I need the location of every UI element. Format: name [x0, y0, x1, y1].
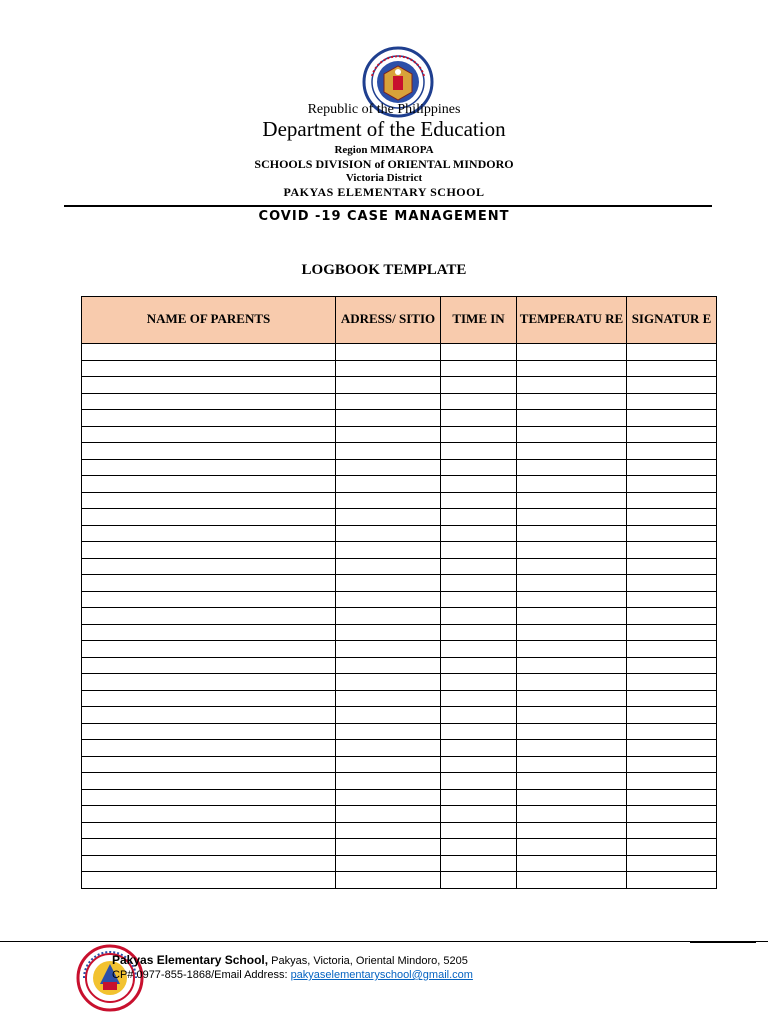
table-row — [82, 575, 717, 592]
table-cell — [336, 344, 441, 361]
table-cell — [82, 542, 336, 559]
table-cell — [441, 740, 517, 757]
table-cell — [336, 674, 441, 691]
table-cell — [441, 756, 517, 773]
column-header-time-in: TIME IN — [441, 297, 517, 344]
table-cell — [82, 707, 336, 724]
table-cell — [82, 360, 336, 377]
table-cell — [336, 492, 441, 509]
table-cell — [441, 690, 517, 707]
table-cell — [517, 723, 627, 740]
table-cell — [627, 575, 717, 592]
table-row — [82, 657, 717, 674]
division-line: SCHOOLS DIVISION of ORIENTAL MINDORO — [254, 157, 514, 171]
table-cell — [517, 624, 627, 641]
table-cell — [517, 740, 627, 757]
table-cell — [517, 674, 627, 691]
table-cell — [336, 360, 441, 377]
column-header-address: ADRESS/ SITIO — [336, 297, 441, 344]
table-cell — [517, 344, 627, 361]
table-cell — [82, 789, 336, 806]
table-cell — [517, 558, 627, 575]
table-cell — [336, 558, 441, 575]
table-cell — [627, 476, 717, 493]
table-row — [82, 476, 717, 493]
table-cell — [441, 344, 517, 361]
department-title: Department of the Education — [262, 117, 506, 141]
table-cell — [82, 509, 336, 526]
table-cell — [441, 707, 517, 724]
table-cell — [627, 641, 717, 658]
logbook-table — [81, 296, 717, 889]
table-cell — [627, 509, 717, 526]
table-row — [82, 608, 717, 625]
table-row — [82, 410, 717, 427]
footer-address: Pakyas, Victoria, Oriental Mindoro, 5205 — [268, 955, 468, 967]
table-cell — [441, 591, 517, 608]
table-cell — [517, 855, 627, 872]
table-cell — [627, 822, 717, 839]
table-cell — [82, 872, 336, 889]
table-row — [82, 789, 717, 806]
table-cell — [517, 773, 627, 790]
table-cell — [336, 723, 441, 740]
footer-divider-accent — [690, 941, 756, 943]
table-cell — [82, 756, 336, 773]
table-cell — [336, 822, 441, 839]
table-row — [82, 756, 717, 773]
table-cell — [441, 723, 517, 740]
table-cell — [441, 525, 517, 542]
table-row — [82, 806, 717, 823]
table-cell — [517, 822, 627, 839]
table-row — [82, 855, 717, 872]
table-cell — [441, 624, 517, 641]
table-cell — [336, 789, 441, 806]
table-cell — [517, 377, 627, 394]
table-cell — [336, 690, 441, 707]
table-cell — [517, 426, 627, 443]
table-cell — [82, 558, 336, 575]
table-row — [82, 459, 717, 476]
table-cell — [517, 410, 627, 427]
table-cell — [336, 608, 441, 625]
table-cell — [627, 773, 717, 790]
table-cell — [627, 393, 717, 410]
table-cell — [441, 492, 517, 509]
table-cell — [336, 426, 441, 443]
table-cell — [82, 344, 336, 361]
table-cell — [627, 872, 717, 889]
table-row — [82, 344, 717, 361]
table-cell — [336, 641, 441, 658]
table-cell — [336, 459, 441, 476]
table-cell — [82, 377, 336, 394]
table-row — [82, 558, 717, 575]
table-cell — [627, 740, 717, 757]
table-cell — [441, 839, 517, 856]
table-header-row — [82, 297, 717, 344]
table-cell — [517, 872, 627, 889]
table-cell — [82, 690, 336, 707]
table-cell — [336, 773, 441, 790]
table-cell — [336, 591, 441, 608]
table-row — [82, 773, 717, 790]
table-cell — [336, 476, 441, 493]
table-cell — [336, 707, 441, 724]
table-cell — [336, 839, 441, 856]
table-cell — [517, 657, 627, 674]
region-line: Region MIMAROPA — [334, 144, 434, 156]
table-cell — [82, 426, 336, 443]
table-cell — [82, 839, 336, 856]
table-row — [82, 690, 717, 707]
table-cell — [82, 740, 336, 757]
table-cell — [441, 558, 517, 575]
table-cell — [441, 393, 517, 410]
table-cell — [627, 410, 717, 427]
table-cell — [82, 723, 336, 740]
table-row — [82, 740, 717, 757]
table-cell — [627, 707, 717, 724]
table-cell — [517, 476, 627, 493]
table-row — [82, 492, 717, 509]
table-cell — [82, 855, 336, 872]
table-cell — [336, 806, 441, 823]
table-cell — [82, 525, 336, 542]
column-header-name: NAME OF PARENTS — [82, 297, 336, 344]
table-cell — [336, 575, 441, 592]
table-cell — [627, 443, 717, 460]
table-cell — [517, 492, 627, 509]
table-cell — [627, 542, 717, 559]
table-cell — [82, 624, 336, 641]
table-cell — [517, 756, 627, 773]
table-cell — [627, 591, 717, 608]
table-cell — [627, 492, 717, 509]
table-cell — [82, 641, 336, 658]
table-row — [82, 542, 717, 559]
table-cell — [82, 822, 336, 839]
table-cell — [82, 773, 336, 790]
table-cell — [82, 575, 336, 592]
table-cell — [82, 393, 336, 410]
table-cell — [441, 674, 517, 691]
table-cell — [627, 377, 717, 394]
table-cell — [441, 789, 517, 806]
table-cell — [627, 806, 717, 823]
table-cell — [336, 872, 441, 889]
table-cell — [82, 608, 336, 625]
table-cell — [82, 476, 336, 493]
district-line: Victoria District — [345, 172, 423, 184]
table-cell — [441, 641, 517, 658]
table-cell — [517, 690, 627, 707]
table-cell — [82, 657, 336, 674]
table-cell — [82, 492, 336, 509]
table-cell — [627, 657, 717, 674]
table-row — [82, 360, 717, 377]
table-cell — [441, 360, 517, 377]
table-row — [82, 839, 717, 856]
table-row — [82, 509, 717, 526]
table-cell — [627, 789, 717, 806]
table-cell — [441, 443, 517, 460]
table-cell — [627, 525, 717, 542]
table-cell — [82, 443, 336, 460]
table-row — [82, 723, 717, 740]
table-cell — [517, 641, 627, 658]
table-row — [82, 822, 717, 839]
table-cell — [627, 360, 717, 377]
footer-phone: CP# 0977-855-1868/Email Address: — [112, 969, 291, 981]
column-header-signature: SIGNATUR E — [627, 297, 717, 344]
table-cell — [441, 426, 517, 443]
table-row — [82, 624, 717, 641]
table-cell — [441, 410, 517, 427]
table-cell — [627, 674, 717, 691]
table-cell — [517, 542, 627, 559]
subtitle: COVID -19 CASE MANAGEMENT — [258, 209, 510, 224]
republic-line: Republic of the Philippines — [307, 102, 461, 117]
footer-school-name: Pakyas Elementary School, — [112, 953, 269, 967]
table-cell — [627, 459, 717, 476]
table-row — [82, 525, 717, 542]
table-cell — [336, 525, 441, 542]
table-cell — [517, 839, 627, 856]
table-cell — [441, 806, 517, 823]
header-divider — [64, 205, 712, 207]
table-cell — [627, 855, 717, 872]
table-cell — [627, 608, 717, 625]
table-cell — [441, 657, 517, 674]
table-cell — [627, 558, 717, 575]
table-cell — [441, 476, 517, 493]
table-cell — [441, 377, 517, 394]
table-cell — [336, 756, 441, 773]
footer-divider — [0, 941, 768, 942]
table-cell — [627, 839, 717, 856]
table-cell — [441, 575, 517, 592]
table-cell — [441, 459, 517, 476]
table-cell — [517, 459, 627, 476]
table-cell — [336, 410, 441, 427]
table-cell — [336, 542, 441, 559]
table-cell — [336, 509, 441, 526]
table-row — [82, 641, 717, 658]
table-row — [82, 426, 717, 443]
table-cell — [517, 608, 627, 625]
table-cell — [82, 591, 336, 608]
column-header-temperature: TEMPERATU RE — [517, 297, 627, 344]
table-cell — [441, 872, 517, 889]
table-cell — [82, 806, 336, 823]
table-cell — [82, 674, 336, 691]
table-row — [82, 377, 717, 394]
table-cell — [441, 608, 517, 625]
table-cell — [441, 509, 517, 526]
table-cell — [441, 773, 517, 790]
table-cell — [627, 756, 717, 773]
footer-email-link[interactable]: pakyaselementaryschool@gmail.com — [290, 969, 473, 981]
table-row — [82, 707, 717, 724]
table-cell — [627, 624, 717, 641]
table-row — [82, 393, 717, 410]
table-cell — [441, 855, 517, 872]
table-cell — [82, 410, 336, 427]
table-cell — [517, 525, 627, 542]
table-cell — [517, 806, 627, 823]
table-cell — [336, 657, 441, 674]
table-cell — [517, 443, 627, 460]
table-cell — [627, 426, 717, 443]
table-cell — [517, 360, 627, 377]
table-cell — [441, 822, 517, 839]
school-line: PAKYAS ELEMENTARY SCHOOL — [283, 185, 485, 199]
table-cell — [336, 377, 441, 394]
table-row — [82, 591, 717, 608]
table-cell — [336, 624, 441, 641]
table-cell — [517, 393, 627, 410]
table-cell — [627, 723, 717, 740]
table-body — [82, 344, 717, 889]
table-cell — [627, 690, 717, 707]
table-cell — [336, 855, 441, 872]
table-cell — [336, 393, 441, 410]
table-cell — [627, 344, 717, 361]
table-cell — [517, 707, 627, 724]
table-cell — [517, 575, 627, 592]
table-cell — [517, 789, 627, 806]
table-row — [82, 443, 717, 460]
table-cell — [82, 459, 336, 476]
table-cell — [336, 443, 441, 460]
table-cell — [336, 740, 441, 757]
table-row — [82, 872, 717, 889]
table-cell — [517, 591, 627, 608]
table-cell — [517, 509, 627, 526]
table-cell — [441, 542, 517, 559]
page-title: LOGBOOK TEMPLATE — [301, 262, 467, 278]
footer-contact — [112, 953, 473, 982]
table-row — [82, 674, 717, 691]
